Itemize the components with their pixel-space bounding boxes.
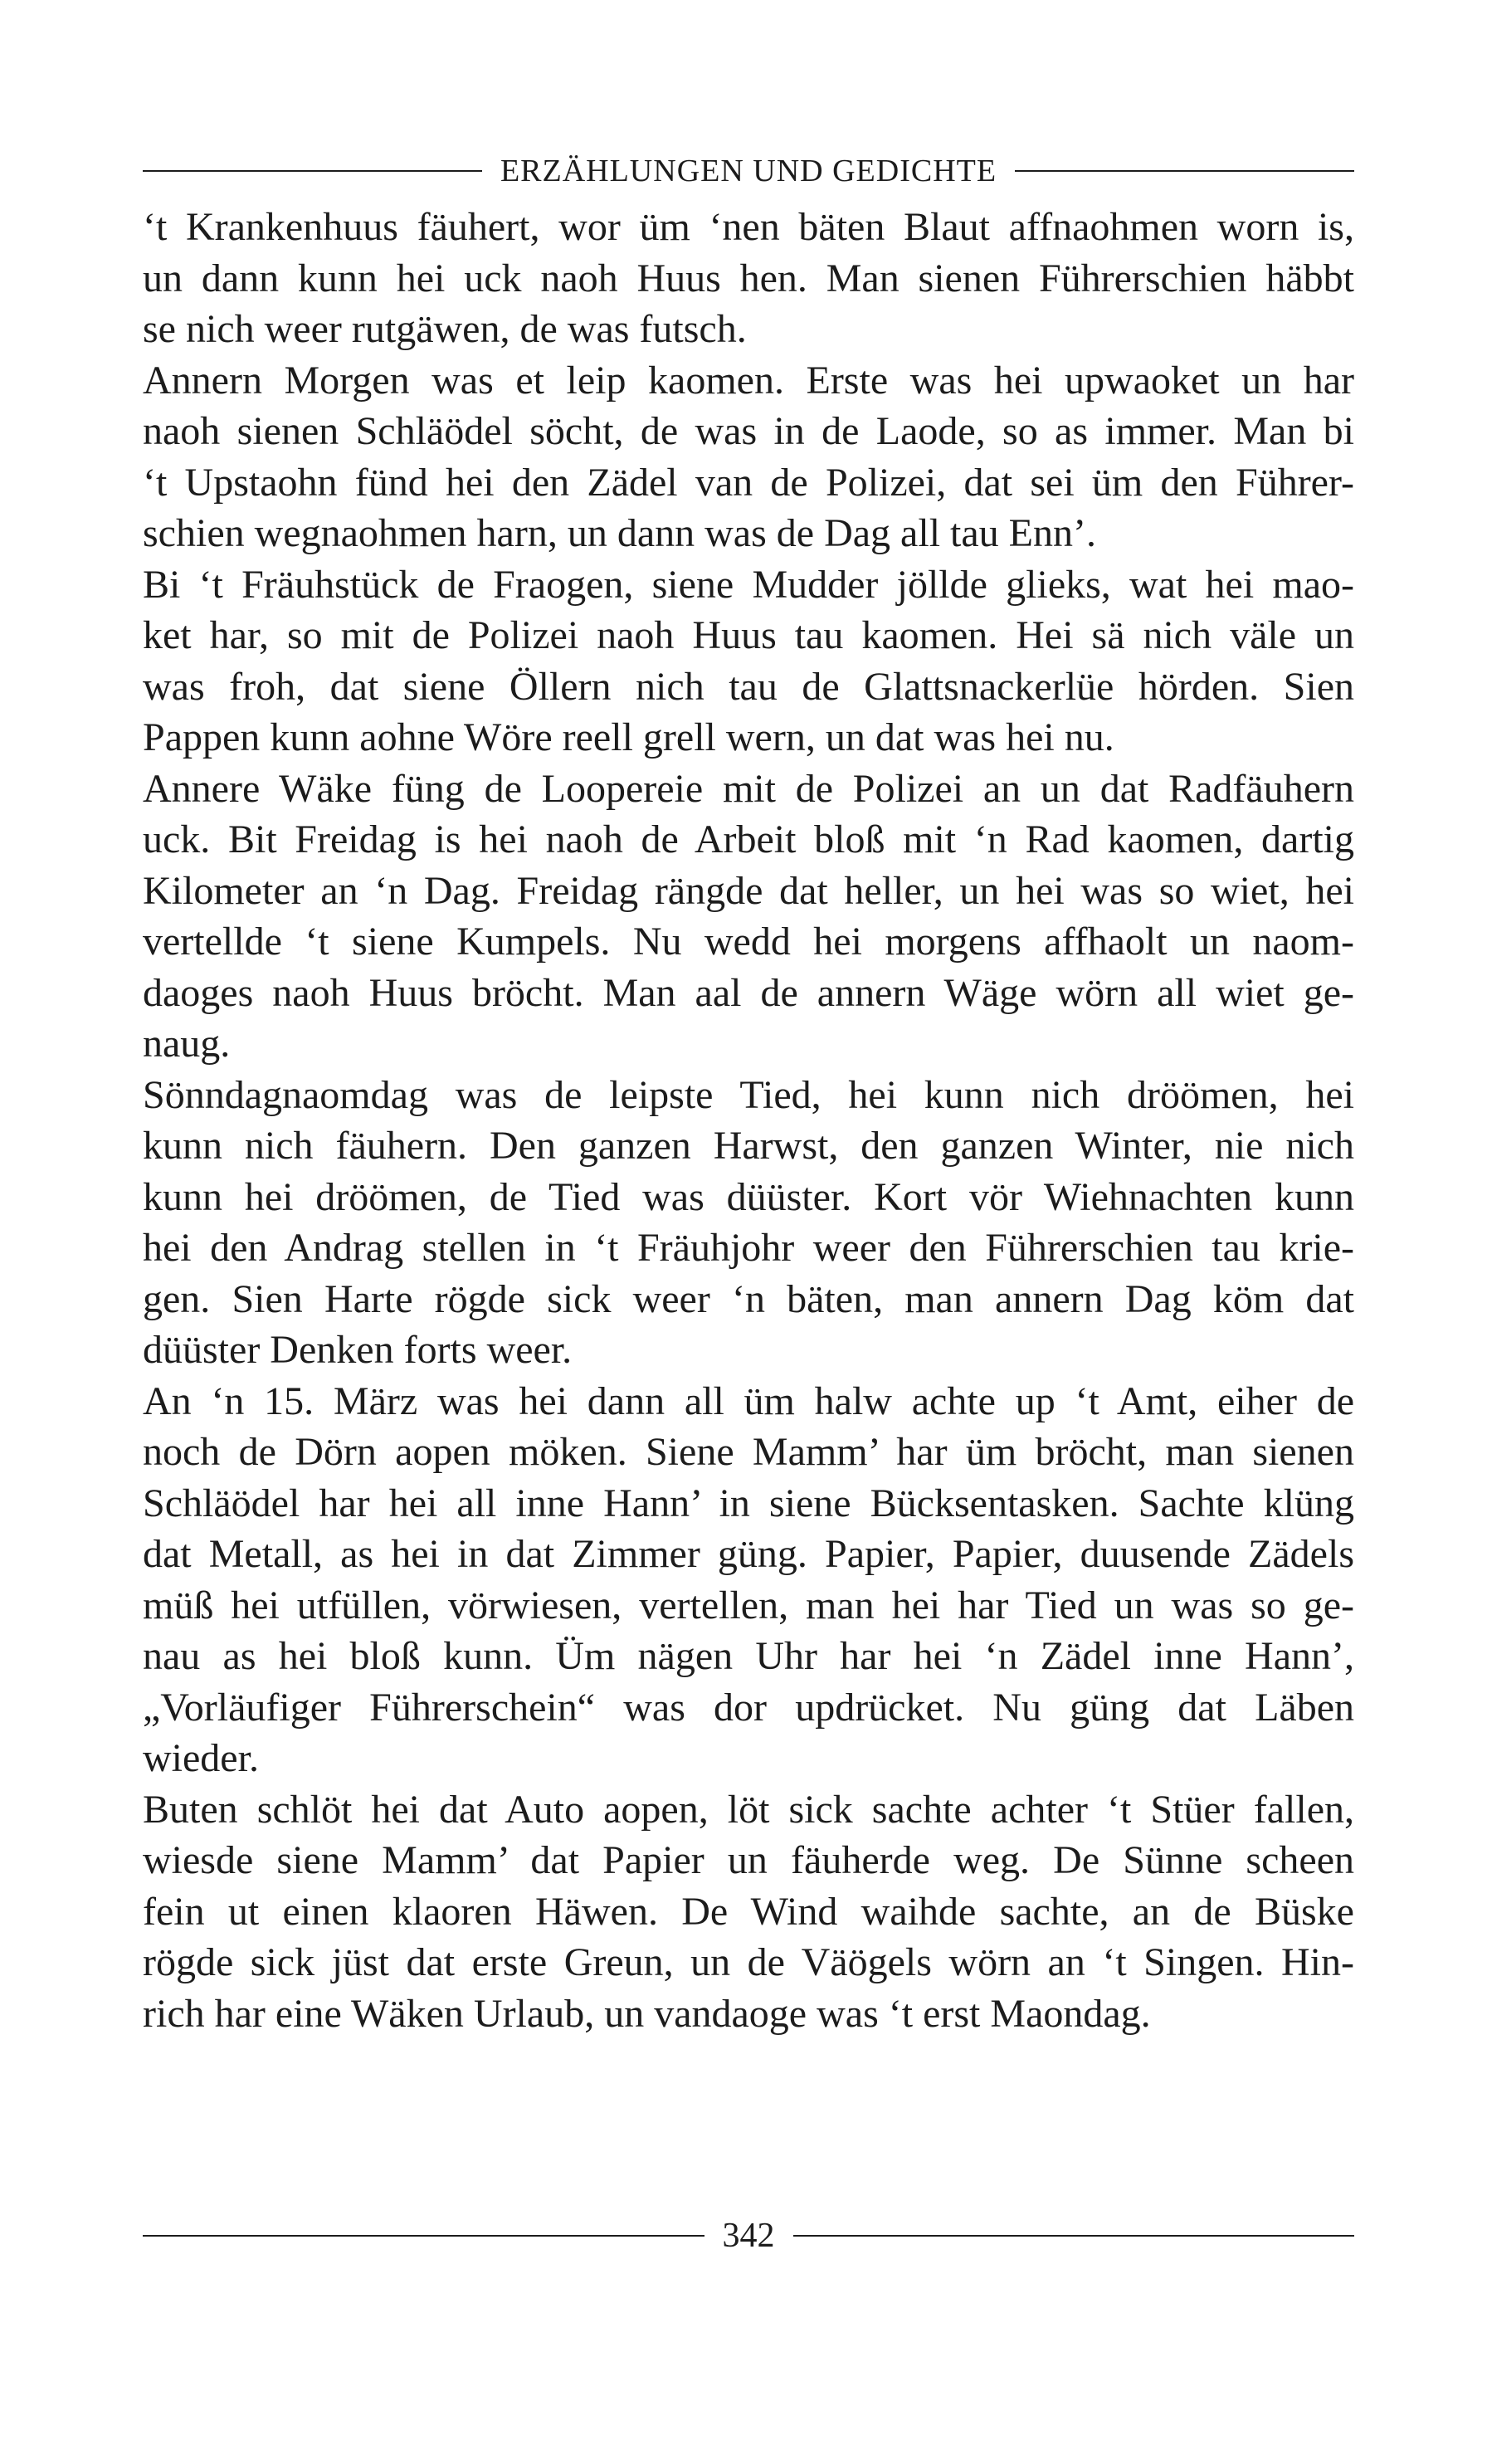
paragraph [143,355,1354,559]
paragraph [143,764,1354,1070]
text-line: gen. Sien Harte rögde sick weer ‘n bäten, man annern Dag köm dat [143,1276,1354,1321]
text-line: Pappen kunn aohne Wöre reell grell wern, un dat was hei nu. [143,715,1114,759]
text-line: ket har, so mit de Polizei naoh Huus tau kaomen. Hei sä nich väle un [143,613,1354,657]
paragraph [143,1784,1354,2040]
paragraph [143,559,1354,764]
paragraph [143,1070,1354,1376]
text-line: rögde sick jüst dat erste Greun, un de Väögels wörn an ‘t Singen. Hin- [143,1940,1354,1984]
text-line: vertellde ‘t siene Kumpels. Nu wedd hei morgens affhaolt un naom- [143,920,1354,964]
text-line: ‘t Krankenhuus fäuhert, wor üm ‘nen bäten Blaut affnaohmen worn is, [143,205,1354,249]
text-line: Annern Morgen was et leip kaomen. Erste was hei upwaoket un har [143,358,1354,403]
text-line: wiesde siene Mamm’ dat Papier un fäuherde weg. De Sünne scheen [143,1838,1354,1882]
text-line: Bi ‘t Fräuhstück de Fraogen, siene Mudder jöllde glieks, wat hei mao- [143,562,1354,607]
text-line: Schläödel har hei all inne Hann’ in siene Bücksentasken. Sachte klüng [143,1481,1354,1525]
paragraph [143,1376,1354,1784]
text-line: wieder. [143,1736,259,1780]
text-line: se nich weer rutgäwen, de was futsch. [143,307,747,351]
running-header [143,148,1354,194]
text-line: kunn hei dröömen, de Tied was düüster. Kort vör Wiehnachten kunn [143,1174,1354,1219]
text-line: naoh sienen Schläödel söcht, de was in de Laode, so as immer. Man bi [143,409,1354,453]
text-line: Sönndagnaomdag was de leipste Tied, hei kunn nich dröömen, hei [143,1072,1354,1117]
text-line: nau as hei bloß kunn. Üm nägen Uhr har hei ‘n Zädel inne Hann’, [143,1634,1354,1678]
text-line: daoges naoh Huus bröcht. Man aal de annern Wäge wörn all wiet ge- [143,970,1354,1015]
text-line: dat Metall, as hei in dat Zimmer güng. Papier, Papier, duusende Zädels [143,1532,1354,1576]
text-line: kunn nich fäuhern. Den ganzen Harwst, den ganzen Winter, nie nich [143,1124,1354,1168]
header-rule-left [143,170,482,172]
page-footer [143,2211,1354,2261]
text-line: ‘t Upstaohn fünd hei den Zädel van de Polizei, dat sei üm den Führer- [143,460,1354,505]
text-line: müß hei utfüllen, vörwiesen, vertellen, man hei har Tied un was so ge- [143,1583,1354,1627]
footer-rule-left [143,2235,704,2237]
text-line: schien wegnaohmen harn, un dann was de Dag all tau Enn’. [143,511,1096,555]
paragraph [143,202,1354,355]
text-line: „Vorläufiger Führerschein“ was dor updrücket. Nu güng dat Läben [143,1685,1354,1730]
text-line: Buten schlöt hei dat Auto aopen, löt sick sachte achter ‘t Stüer fallen, [143,1787,1354,1832]
text-line: noch de Dörn aopen möken. Siene Mamm’ har üm bröcht, man sienen [143,1430,1354,1474]
text-line: fein ut einen klaoren Häwen. De Wind waihde sachte, an de Büske [143,1889,1354,1934]
header-rule-right [1015,170,1354,172]
text-line: An ‘n 15. März was hei dann all üm halw achte up ‘t Amt, eiher de [143,1378,1354,1423]
text-line: naug. [143,1022,231,1066]
page-number: 342 [722,2217,775,2255]
text-line: was froh, dat siene Öllern nich tau de Glattsnackerlüe hörden. Sien [143,664,1354,709]
body-text [143,202,1354,2039]
text-line: hei den Andrag stellen in ‘t Fräuhjohr weer den Führerschien tau krie- [143,1226,1354,1270]
text-line: düüster Denken forts weer. [143,1328,573,1372]
footer-rule-right [793,2235,1355,2237]
text-line: uck. Bit Freidag is hei naoh de Arbeit bloß mit ‘n Rad kaomen, dartig [143,817,1354,861]
running-header-title: ERZÄHLUNGEN UND GEDICHTE [500,154,997,188]
text-line: un dann kunn hei uck naoh Huus hen. Man sienen Führerschien häbbt [143,256,1354,300]
text-line: rich har eine Wäken Urlaub, un vandaoge was ‘t erst Maondag. [143,1991,1151,2036]
text-line: Kilometer an ‘n Dag. Freidag rängde dat heller, un hei was so wiet, hei [143,868,1354,913]
text-line: Annere Wäke füng de Loopereie mit de Polizei an un dat Radfäuhern [143,766,1354,811]
